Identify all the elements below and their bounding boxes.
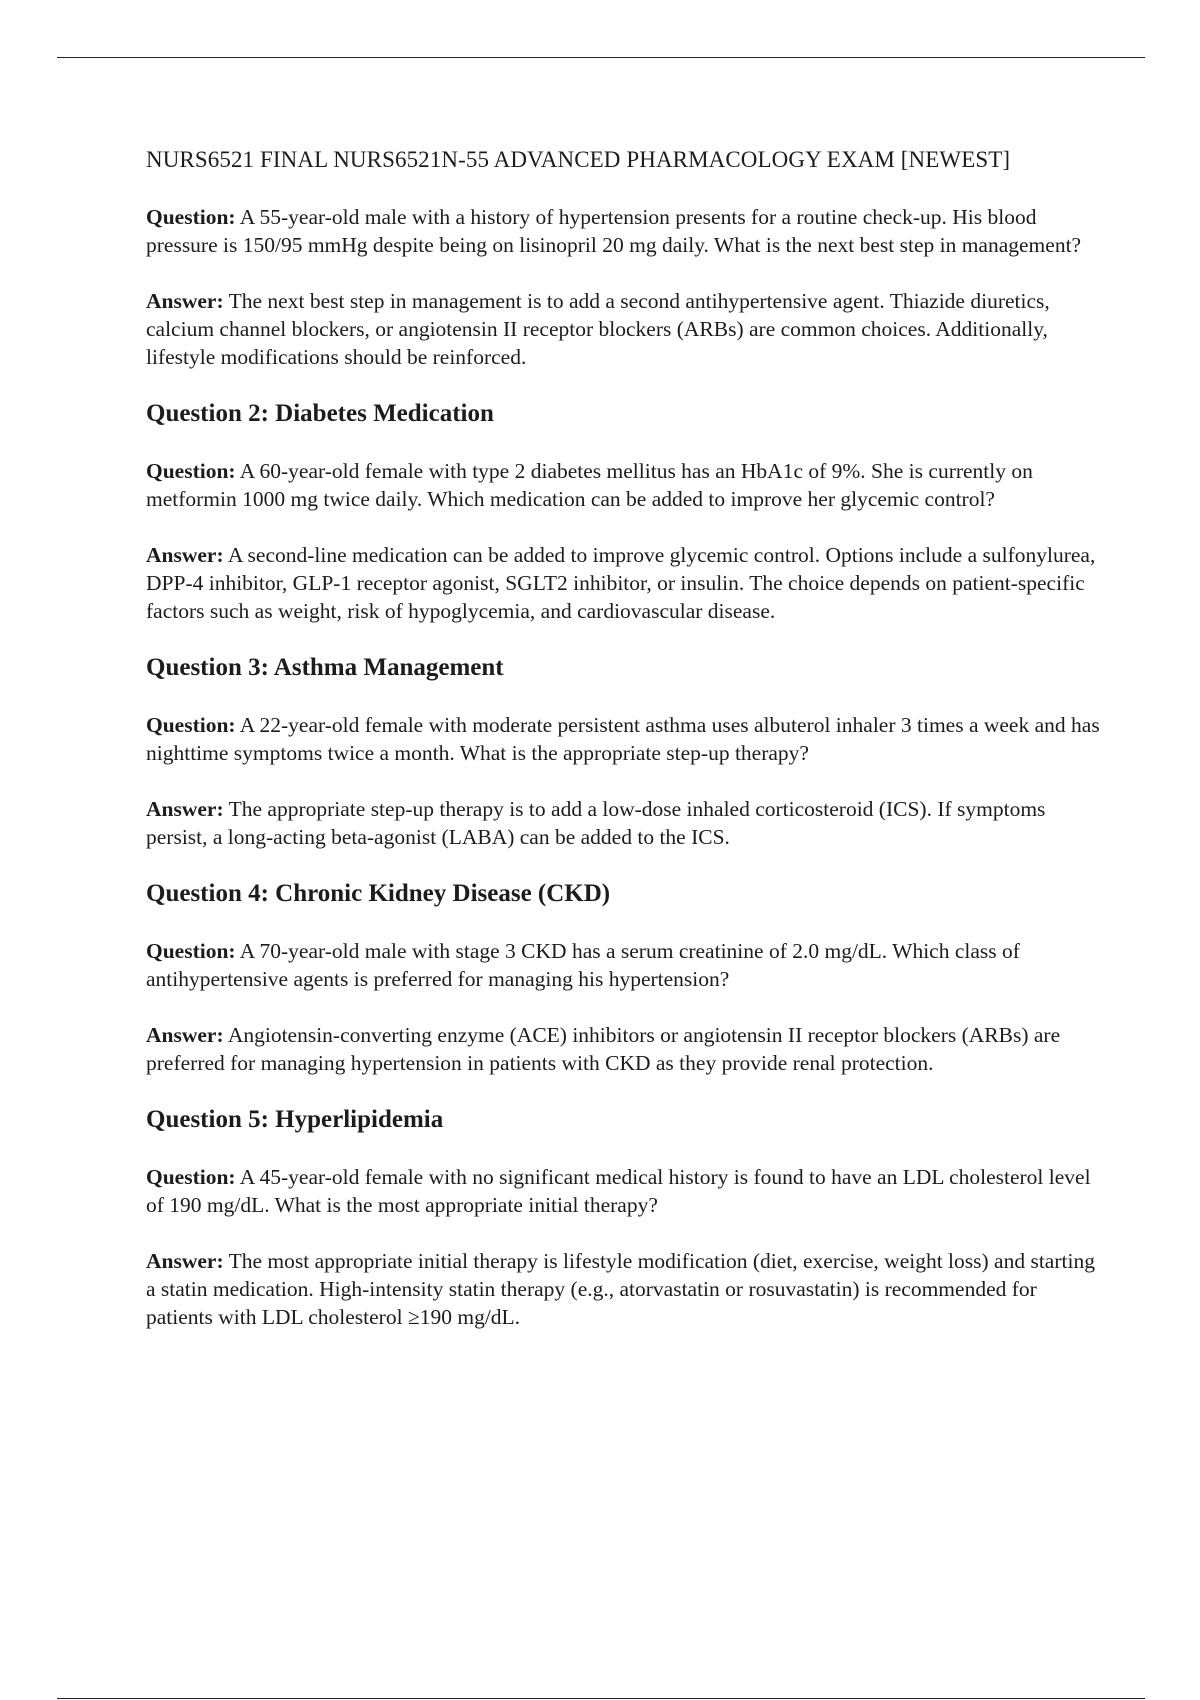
question-paragraph [146,203,1101,259]
document-title: NURS6521 FINAL NURS6521N-55 ADVANCED PHARMACOLOGY EXAM [NEWEST] [146,147,1011,172]
question-label: Question: [146,459,236,483]
answer-text: A second-line medication can be added to improve glycemic control. Options include a sulfonylurea, DPP-4 inhibitor, GLP-1 receptor agonist, SGLT2 inhibitor, or insulin. The choice depends on patient-specific factors such as weight, risk of hypoglycemia, and cardiovascular disease. [146,543,1096,623]
answer-paragraph [146,1247,1101,1331]
document-body [146,146,1101,1359]
question-label: Question: [146,1165,236,1189]
answer-paragraph [146,795,1101,851]
question-paragraph [146,937,1101,993]
answer-text: The next best step in management is to add a second antihypertensive agent. Thiazide diuretics, calcium channel blockers, or angiotensin II receptor blockers (ARBs) are common choices. Additionally, lifestyle modifications should be reinforced. [146,289,1050,369]
section-heading: Question 4: Chronic Kidney Disease (CKD) [146,880,611,907]
qa-section-4 [146,879,1101,1077]
answer-label: Answer: [146,797,224,821]
answer-text: Angiotensin-converting enzyme (ACE) inhibitors or angiotensin II receptor blockers (ARBs) are preferred for managing hypertension in patients with CKD as they provide renal protection. [146,1023,1061,1075]
qa-section-3 [146,653,1101,851]
answer-label: Answer: [146,1023,224,1047]
question-text: A 45-year-old female with no significant medical history is found to have an LDL cholesterol level of 190 mg/dL. What is the most appropriate initial therapy? [146,1165,1091,1217]
section-heading: Question 2: Diabetes Medication [146,400,494,427]
bottom-horizontal-rule [57,1698,1145,1699]
question-paragraph [146,457,1101,513]
question-label: Question: [146,713,236,737]
question-paragraph [146,711,1101,767]
answer-text: The most appropriate initial therapy is lifestyle modification (diet, exercise, weight loss) and starting a statin medication. High-intensity statin therapy (e.g., atorvastatin or rosuvastatin) is recommended for patients with LDL cholesterol ≥190 mg/dL. [146,1249,1095,1329]
answer-text: The appropriate step-up therapy is to add a low-dose inhaled corticosteroid (ICS). If symptoms persist, a long-acting beta-agonist (LABA) can be added to the ICS. [146,797,1046,849]
qa-section-5 [146,1105,1101,1331]
question-label: Question: [146,939,236,963]
answer-paragraph [146,287,1101,371]
answer-label: Answer: [146,543,224,567]
answer-label: Answer: [146,1249,224,1273]
question-text: A 70-year-old male with stage 3 CKD has a serum creatinine of 2.0 mg/dL. Which class of antihypertensive agents is preferred for managing his hypertension? [146,939,1020,991]
question-text: A 55-year-old male with a history of hypertension presents for a routine check-up. His blood pressure is 150/95 mmHg despite being on lisinopril 20 mg daily. What is the next best step in management? [146,205,1082,257]
qa-section-2 [146,399,1101,625]
question-text: A 60-year-old female with type 2 diabetes mellitus has an HbA1c of 9%. She is currently on metformin 1000 mg twice daily. Which medication can be added to improve her glycemic control? [146,459,1033,511]
answer-label: Answer: [146,289,224,313]
answer-paragraph [146,1021,1101,1077]
top-horizontal-rule [57,57,1145,58]
question-paragraph [146,1163,1101,1219]
section-heading: Question 3: Asthma Management [146,654,504,681]
qa-section-1 [146,203,1101,371]
answer-paragraph [146,541,1101,625]
question-label: Question: [146,205,236,229]
question-text: A 22-year-old female with moderate persistent asthma uses albuterol inhaler 3 times a week and has nighttime symptoms twice a month. What is the appropriate step-up therapy? [146,713,1100,765]
section-heading: Question 5: Hyperlipidemia [146,1106,444,1133]
